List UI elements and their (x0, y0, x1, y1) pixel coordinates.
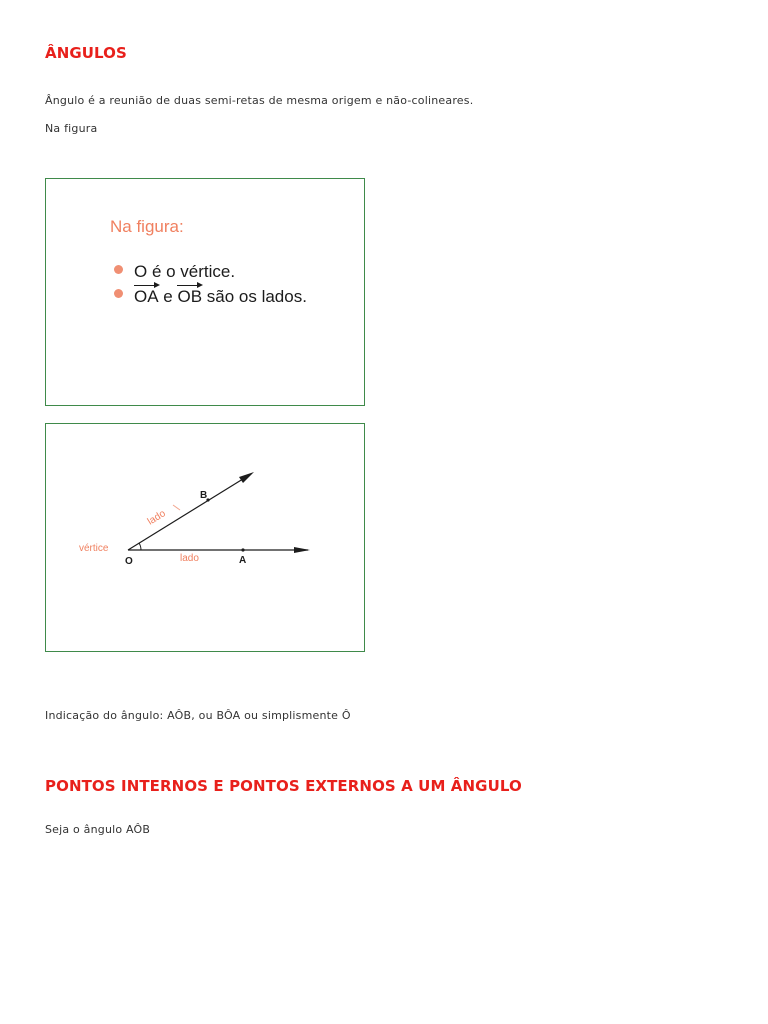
page-title: ÂNGULOS (45, 44, 127, 62)
figure-angle-diagram (45, 423, 365, 652)
section-heading: PONTOS INTERNOS E PONTOS EXTERNOS A UM ÂNGULO (45, 777, 522, 795)
side-ob-ray (128, 474, 251, 550)
side-label-upper: lado (145, 508, 168, 528)
figure-intro-text: Na figura (45, 122, 98, 135)
angle-statement-text: Seja o ângulo AÔB (45, 823, 151, 836)
vertex-statement: O é o vértice. (134, 262, 236, 281)
angle-arc-icon (139, 543, 141, 550)
angle-diagram (46, 424, 364, 651)
definition-text: Ângulo é a reunião de duas semi-retas de mesma origem e não-colineares. (45, 94, 474, 107)
sides-statement (134, 287, 307, 307)
vector-oa: OA (134, 287, 159, 306)
connector-text: e (158, 287, 178, 306)
point-o-label: O (125, 556, 133, 567)
figure-title: Na figura: (110, 217, 184, 236)
bullet-icon (114, 265, 123, 274)
side-label-lower: lado (180, 553, 199, 564)
angle-indication-text: Indicação do ângulo: AÔB, ou BÔA ou simplismente Ô (45, 709, 351, 722)
arrowhead-b-icon (239, 472, 254, 483)
tick-mark (173, 505, 180, 510)
point-a-label: A (239, 555, 247, 566)
figure-na-figura (45, 178, 365, 406)
bullet-icon (114, 289, 123, 298)
vector-ob: OB (177, 287, 203, 306)
arrowhead-a-icon (294, 547, 310, 553)
point-a-dot (241, 548, 244, 551)
point-b-label: B (200, 490, 208, 501)
sides-rest-text: são os lados. (202, 287, 307, 306)
vertex-label: vértice (79, 543, 109, 554)
